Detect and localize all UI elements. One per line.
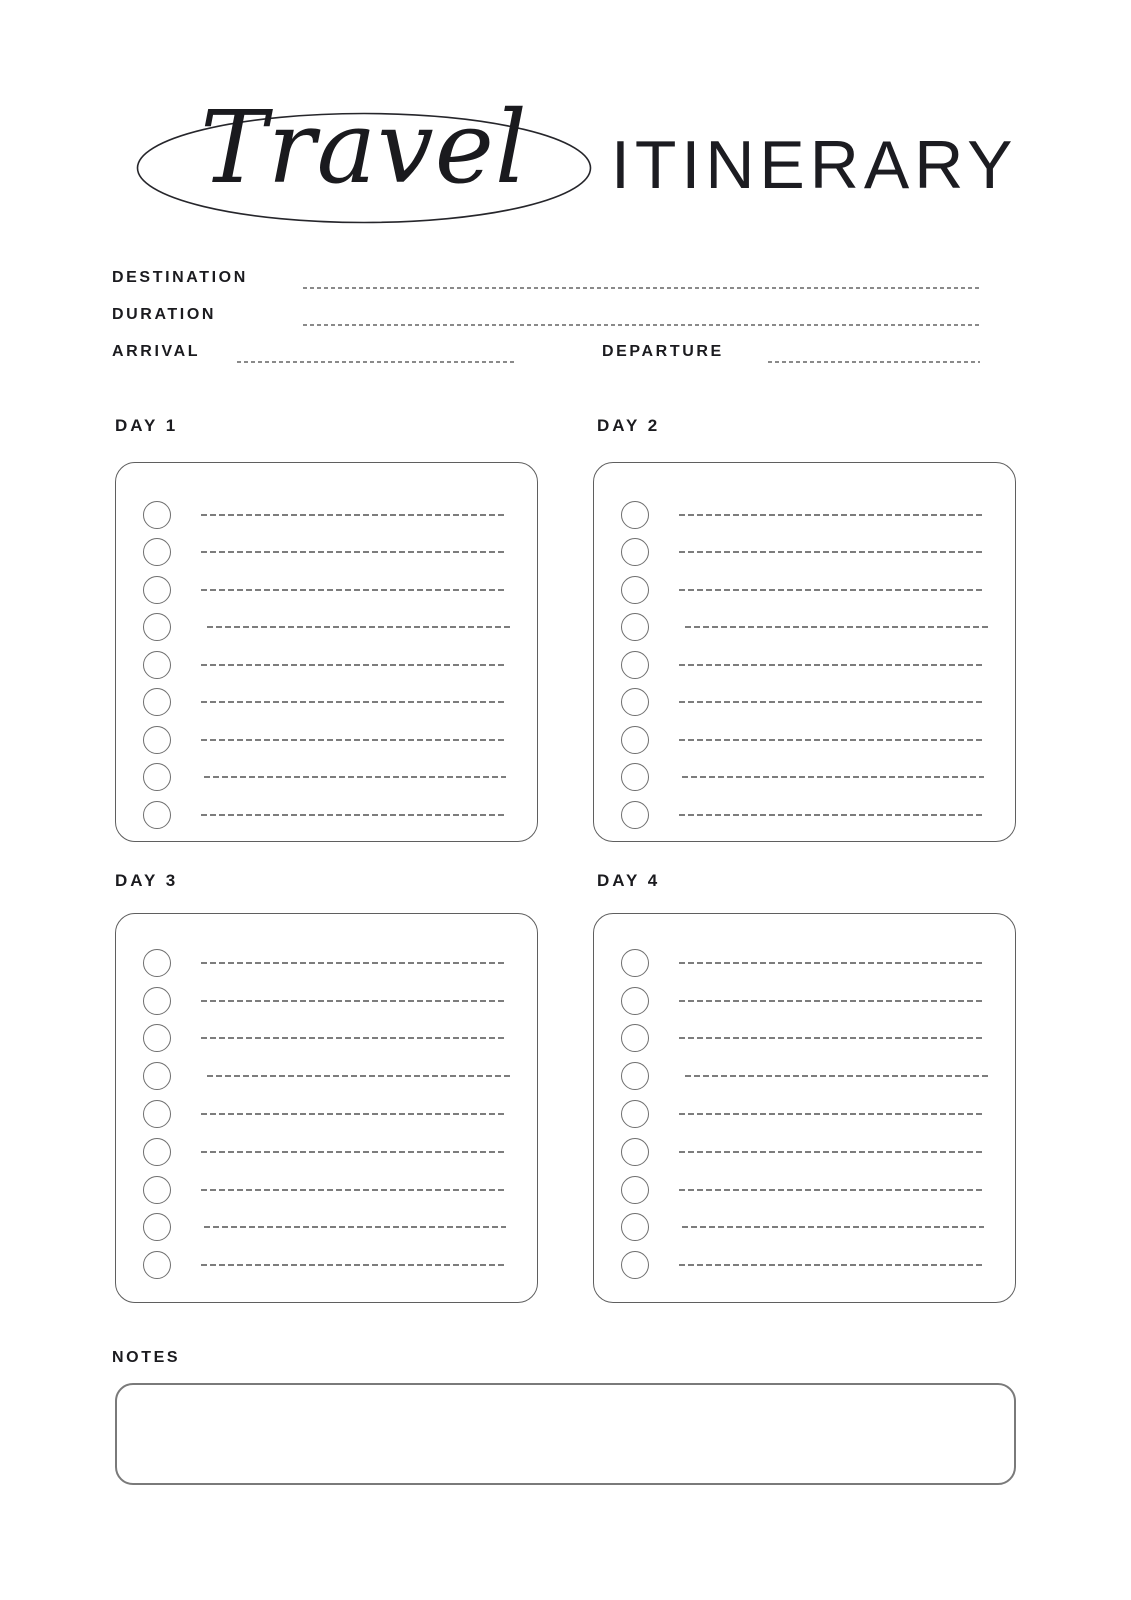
entry-line[interactable]	[207, 1075, 512, 1077]
checklist-row	[621, 721, 984, 759]
checkbox-circle[interactable]	[143, 1213, 171, 1241]
entry-line[interactable]	[679, 589, 984, 591]
checkbox-circle[interactable]	[621, 576, 649, 604]
checkbox-circle[interactable]	[621, 538, 649, 566]
entry-line[interactable]	[679, 1113, 984, 1115]
checklist-row	[143, 1246, 506, 1284]
entry-line[interactable]	[201, 664, 506, 666]
arrival-label: ARRIVAL	[112, 343, 201, 360]
entry-line[interactable]	[204, 1226, 506, 1228]
checklist-row	[143, 796, 506, 834]
duration-label: DURATION	[112, 306, 217, 323]
checkbox-circle[interactable]	[621, 987, 649, 1015]
entry-line[interactable]	[201, 739, 506, 741]
checkbox-circle[interactable]	[621, 1024, 649, 1052]
checkbox-circle[interactable]	[143, 501, 171, 529]
checkbox-circle[interactable]	[143, 651, 171, 679]
checklist-row	[143, 1057, 506, 1095]
checklist-row	[621, 1171, 984, 1209]
day-2-checklist-box	[593, 462, 1016, 842]
entry-line[interactable]	[679, 701, 984, 703]
checklist-row	[621, 496, 984, 534]
checkbox-circle[interactable]	[621, 651, 649, 679]
entry-line[interactable]	[679, 1264, 984, 1266]
entry-line[interactable]	[201, 1264, 506, 1266]
checklist-row	[143, 1133, 506, 1171]
notes-label: NOTES	[112, 1349, 181, 1366]
page-title-script: Travel	[200, 89, 528, 206]
entry-line[interactable]	[679, 1151, 984, 1153]
checkbox-circle[interactable]	[621, 501, 649, 529]
checkbox-circle[interactable]	[143, 1024, 171, 1052]
checkbox-circle[interactable]	[143, 538, 171, 566]
entry-line[interactable]	[207, 626, 512, 628]
checklist-row	[143, 571, 506, 609]
checkbox-circle[interactable]	[621, 949, 649, 977]
checkbox-circle[interactable]	[143, 688, 171, 716]
checkbox-circle[interactable]	[621, 1251, 649, 1279]
checkbox-circle[interactable]	[621, 688, 649, 716]
departure-label: DEPARTURE	[602, 343, 724, 360]
checkbox-circle[interactable]	[621, 801, 649, 829]
entry-line[interactable]	[679, 514, 984, 516]
departure-input-line[interactable]	[768, 361, 980, 363]
entry-line[interactable]	[201, 701, 506, 703]
destination-label: DESTINATION	[112, 269, 248, 286]
checklist-row	[143, 646, 506, 684]
entry-line[interactable]	[679, 1037, 984, 1039]
checklist-row	[143, 944, 506, 982]
day-4-checklist-box	[593, 913, 1016, 1303]
checklist-row	[143, 609, 506, 647]
entry-line[interactable]	[679, 664, 984, 666]
checkbox-circle[interactable]	[143, 1176, 171, 1204]
checklist-row	[143, 534, 506, 572]
duration-input-line[interactable]	[303, 324, 980, 326]
checklist-row	[143, 1095, 506, 1133]
checklist-row	[621, 534, 984, 572]
checkbox-circle[interactable]	[143, 1062, 171, 1090]
checkbox-circle[interactable]	[143, 987, 171, 1015]
checklist-row	[621, 982, 984, 1020]
checklist-row	[621, 759, 984, 797]
checkbox-circle[interactable]	[621, 1100, 649, 1128]
day-1-checklist-box	[115, 462, 538, 842]
checkbox-circle[interactable]	[143, 801, 171, 829]
checklist-row	[143, 1020, 506, 1058]
checklist-row	[621, 571, 984, 609]
entry-line[interactable]	[201, 514, 506, 516]
entry-line[interactable]	[201, 1037, 506, 1039]
checkbox-circle[interactable]	[621, 1138, 649, 1166]
page-header	[0, 0, 1131, 240]
day-1-label: DAY 1	[115, 416, 179, 435]
checklist-row	[621, 1020, 984, 1058]
checkbox-circle[interactable]	[143, 613, 171, 641]
checkbox-circle[interactable]	[143, 763, 171, 791]
checklist-row	[143, 982, 506, 1020]
entry-line[interactable]	[679, 962, 984, 964]
notes-input-area[interactable]	[115, 1383, 1016, 1485]
arrival-input-line[interactable]	[237, 361, 515, 363]
checkbox-circle[interactable]	[143, 1251, 171, 1279]
checkbox-circle[interactable]	[143, 1138, 171, 1166]
checkbox-circle[interactable]	[143, 576, 171, 604]
checkbox-circle[interactable]	[621, 1176, 649, 1204]
entry-line[interactable]	[201, 1000, 506, 1002]
checklist-row	[143, 496, 506, 534]
day-2-label: DAY 2	[597, 416, 661, 435]
checklist-row	[621, 684, 984, 722]
entry-line[interactable]	[685, 1075, 990, 1077]
entry-line[interactable]	[679, 1000, 984, 1002]
entry-line[interactable]	[201, 1189, 506, 1191]
entry-line[interactable]	[682, 1226, 984, 1228]
entry-line[interactable]	[201, 962, 506, 964]
destination-input-line[interactable]	[303, 287, 980, 289]
entry-line[interactable]	[201, 1113, 506, 1115]
entry-line[interactable]	[201, 551, 506, 553]
day-3-checklist-box	[115, 913, 538, 1303]
entry-line[interactable]	[679, 814, 984, 816]
checkbox-circle[interactable]	[143, 949, 171, 977]
checklist-row	[143, 684, 506, 722]
checkbox-circle[interactable]	[621, 726, 649, 754]
checklist-row	[621, 646, 984, 684]
checklist-row	[621, 1246, 984, 1284]
entry-line[interactable]	[204, 776, 506, 778]
checkbox-circle[interactable]	[621, 1062, 649, 1090]
checklist-row	[143, 1171, 506, 1209]
checkbox-circle[interactable]	[621, 613, 649, 641]
entry-line[interactable]	[679, 551, 984, 553]
checklist-row	[621, 609, 984, 647]
entry-line[interactable]	[201, 589, 506, 591]
day-4-label: DAY 4	[597, 871, 661, 890]
entry-line[interactable]	[682, 776, 984, 778]
entry-line[interactable]	[201, 814, 506, 816]
checklist-row	[621, 796, 984, 834]
checklist-row	[621, 1209, 984, 1247]
checklist-row	[621, 1057, 984, 1095]
entry-line[interactable]	[679, 1189, 984, 1191]
checklist-row	[143, 759, 506, 797]
checkbox-circle[interactable]	[143, 726, 171, 754]
checklist-row	[143, 1209, 506, 1247]
checkbox-circle[interactable]	[621, 763, 649, 791]
entry-line[interactable]	[679, 739, 984, 741]
day-3-label: DAY 3	[115, 871, 179, 890]
page-title-caps: ITINERARY	[611, 127, 1018, 203]
checkbox-circle[interactable]	[621, 1213, 649, 1241]
checklist-row	[621, 1133, 984, 1171]
checklist-row	[621, 1095, 984, 1133]
checklist-row	[621, 944, 984, 982]
entry-line[interactable]	[201, 1151, 506, 1153]
checkbox-circle[interactable]	[143, 1100, 171, 1128]
checklist-row	[143, 721, 506, 759]
entry-line[interactable]	[685, 626, 990, 628]
